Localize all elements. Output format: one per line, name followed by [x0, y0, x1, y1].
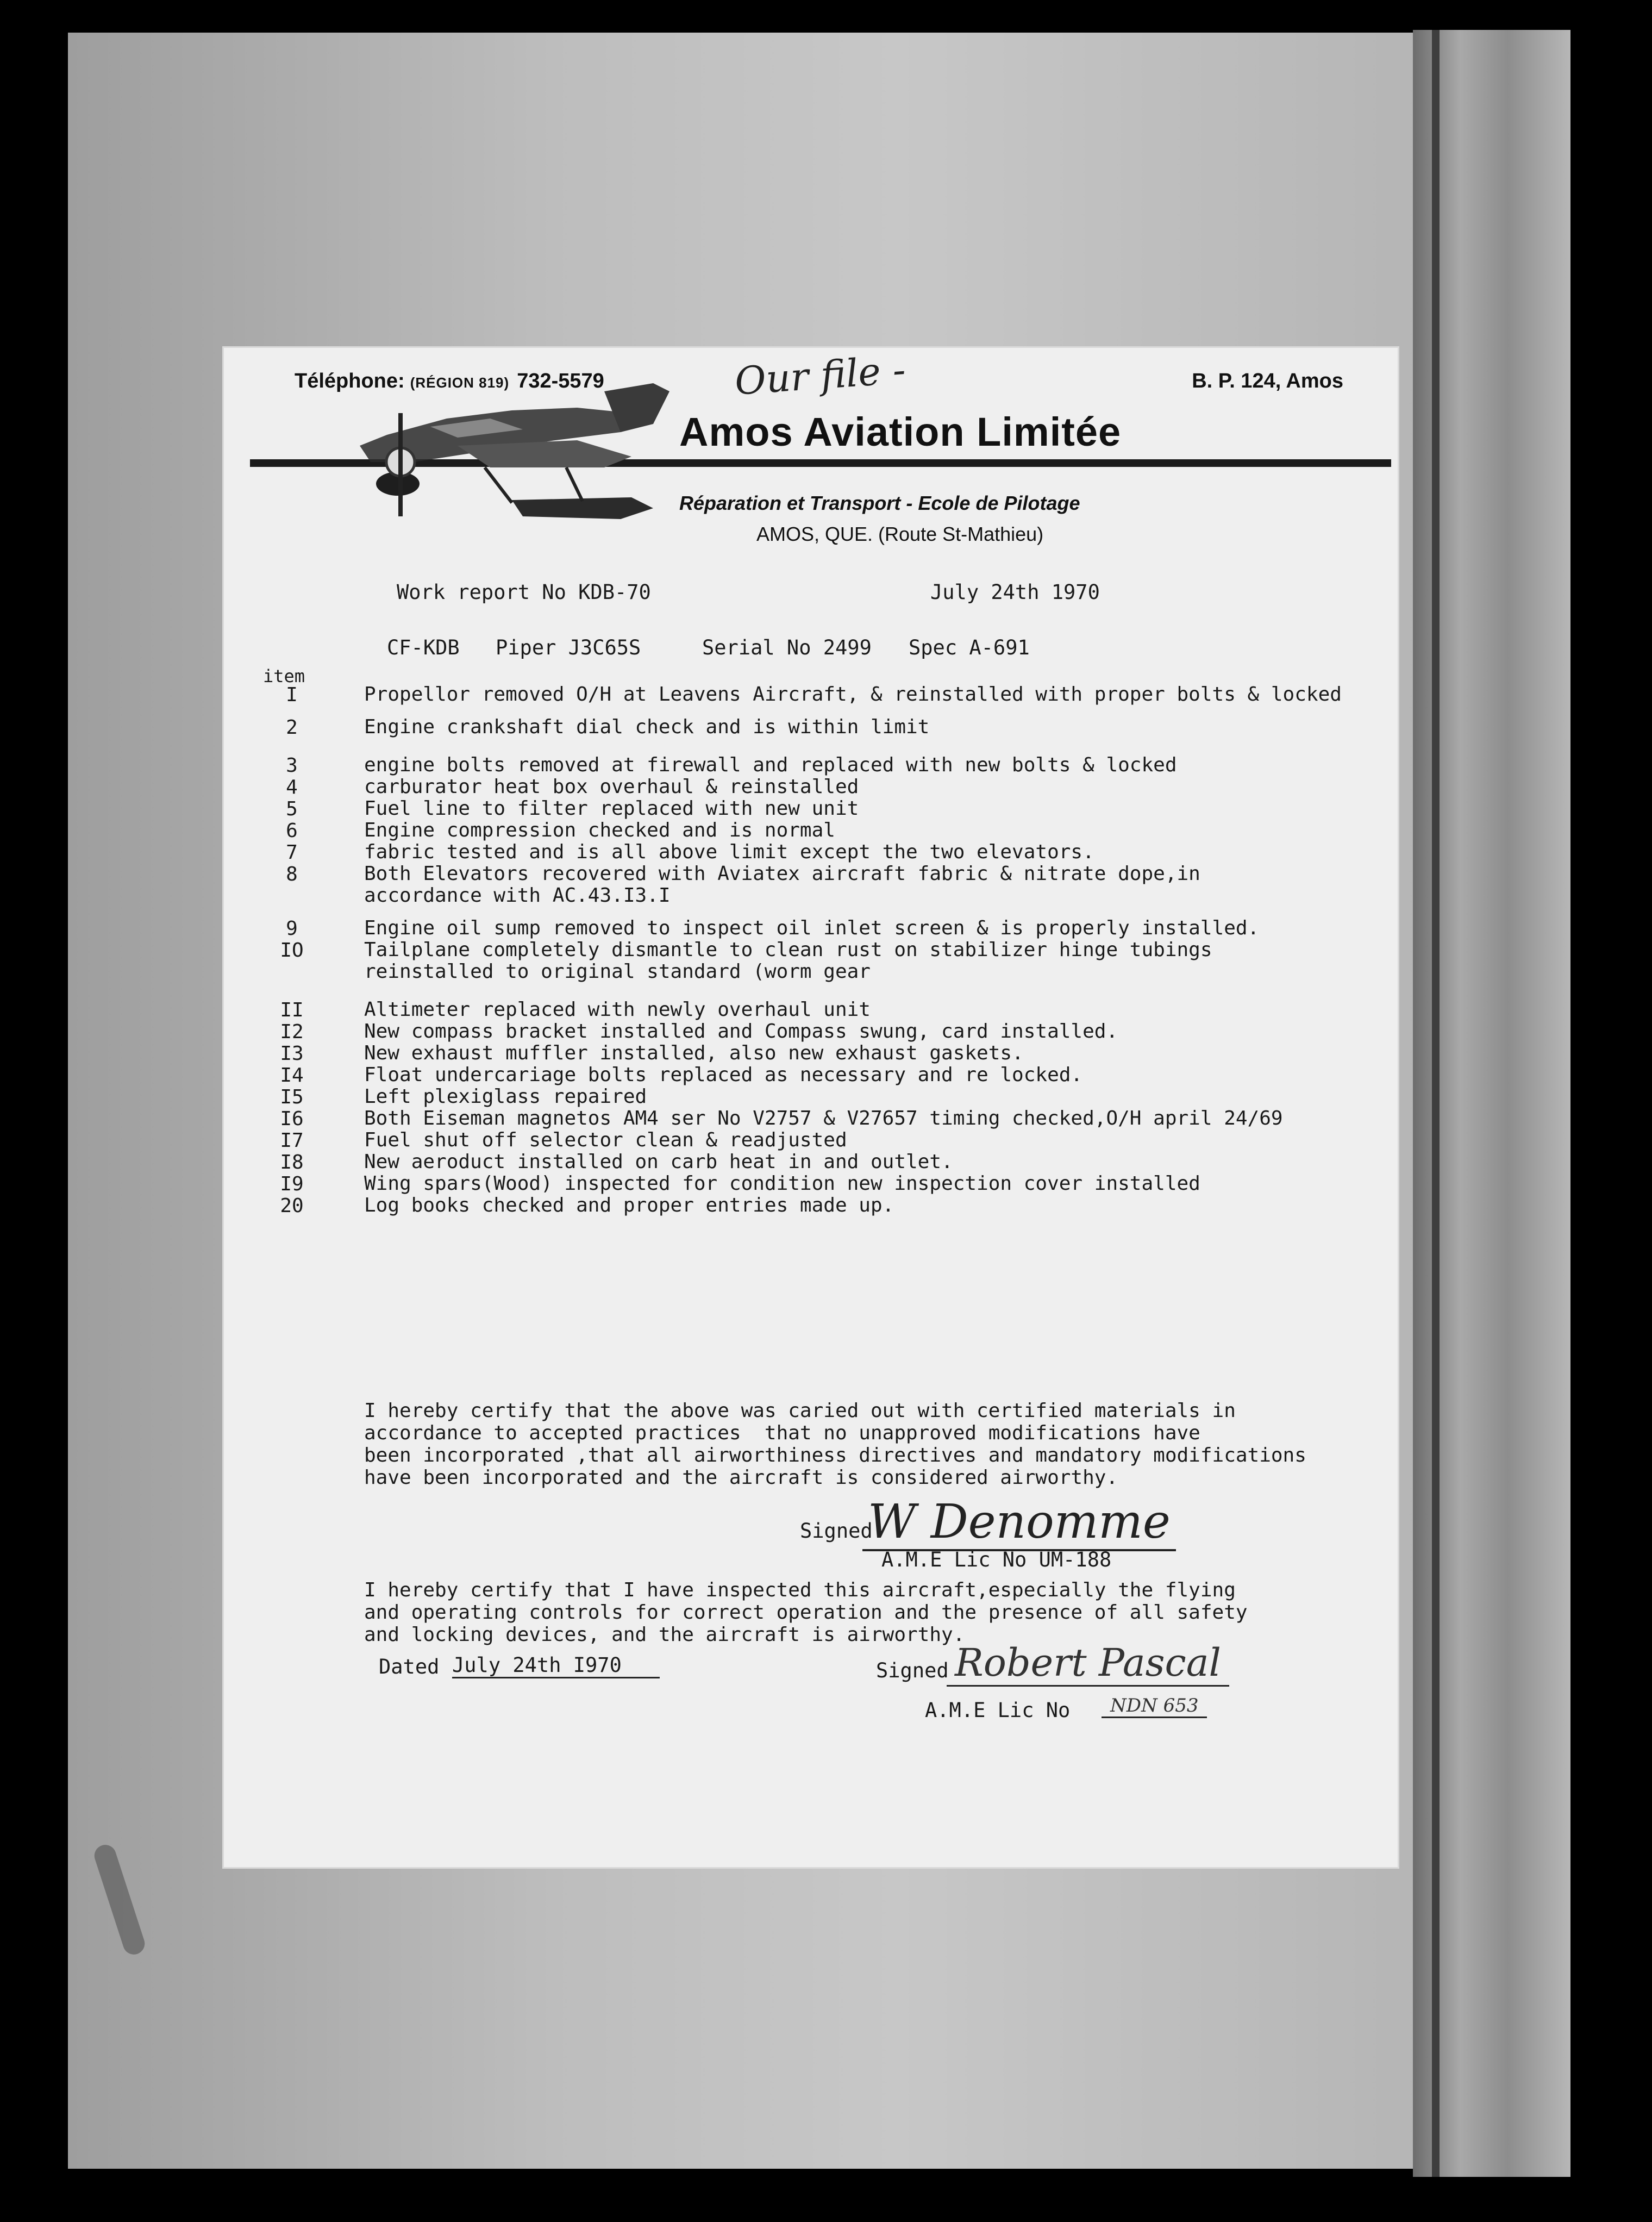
- item-number: 5: [286, 798, 298, 820]
- inspector-signature: Robert Pascal: [947, 1640, 1229, 1687]
- aircraft-registration: CF-KDB: [387, 636, 460, 659]
- aircraft-spec: Spec A-691: [909, 636, 1030, 659]
- item-number: 20: [280, 1195, 304, 1217]
- item-number: I9: [280, 1173, 304, 1195]
- item-text-continued: reinstalled to original standard (worm gear: [364, 960, 871, 983]
- report-date: July 24th 1970: [930, 581, 1100, 604]
- dated-value: July 24th I970: [452, 1653, 660, 1678]
- item-text: Propellor removed O/H at Leavens Aircraft, & reinstalled with proper bolts & locked: [364, 683, 1342, 706]
- item-text-continued: accordance with AC.43.I3.I: [364, 884, 671, 907]
- item-text: Engine crankshaft dial check and is within limit: [364, 716, 930, 738]
- item-text: fabric tested and is all above limit except the two elevators.: [364, 841, 1094, 863]
- item-number: 8: [286, 863, 298, 885]
- folder-spine-shadow: [1432, 30, 1440, 2177]
- item-text: Engine oil sump removed to inspect oil inlet screen & is properly installed.: [364, 917, 1260, 939]
- item-text: carburator heat box overhaul & reinstalled: [364, 776, 859, 798]
- item-number: 4: [286, 776, 298, 798]
- engineer-signature: W Denomme: [862, 1495, 1176, 1551]
- item-number: 3: [286, 754, 298, 777]
- item-text: Left plexiglass repaired: [364, 1085, 647, 1108]
- item-text: Tailplane completely dismantle to clean rust on stabilizer hinge tubings: [364, 939, 1212, 961]
- item-number: I2: [280, 1021, 304, 1043]
- airplane-logo-icon: [349, 380, 697, 538]
- telephone-label: Téléphone:: [295, 370, 405, 392]
- item-text: Float undercariage bolts replaced as necessary and re locked.: [364, 1064, 1083, 1086]
- engineer-licence: A.M.E Lic No UM-188: [881, 1548, 1112, 1571]
- item-text: Engine compression checked and is normal: [364, 819, 835, 841]
- item-number: I6: [280, 1108, 304, 1130]
- item-number: I7: [280, 1129, 304, 1152]
- company-name: Amos Aviation Limitée: [679, 409, 1122, 454]
- item-text: New exhaust muffler installed, also new exhaust gaskets.: [364, 1042, 1024, 1064]
- item-number: I4: [280, 1064, 304, 1087]
- inspector-licence-label: A.M.E Lic No: [925, 1699, 1071, 1722]
- aircraft-model: Piper J3C65S: [496, 636, 641, 659]
- item-number: I: [286, 684, 298, 706]
- item-text: Both Elevators recovered with Aviatex aircraft fabric & nitrate dope,in: [364, 863, 1200, 885]
- item-text: engine bolts removed at firewall and replaced with new bolts & locked: [364, 754, 1177, 776]
- work-report-document: [224, 348, 1398, 1867]
- item-text: New aeroduct installed on carb heat in and outlet.: [364, 1151, 953, 1173]
- company-address: AMOS, QUE. (Route St-Mathieu): [756, 523, 1044, 545]
- telephone-region: (RÉGION 819): [410, 375, 510, 391]
- item-number: 6: [286, 820, 298, 842]
- work-report-number: Work report No KDB-70: [397, 581, 651, 604]
- item-text: Fuel shut off selector clean & readjusted: [364, 1129, 847, 1151]
- item-number: I3: [280, 1043, 304, 1065]
- signed-label: Signed: [876, 1659, 949, 1682]
- inspection-statement: I hereby certify that I have inspected this aircraft,especially the flying and operating controls for correct operation and the presence of all safety and locking devices, and the aircraft is airworthy.: [364, 1579, 1248, 1646]
- item-text: Altimeter replaced with newly overhaul unit: [364, 998, 871, 1021]
- letterhead-po-box: B. P. 124, Amos: [1192, 370, 1343, 392]
- item-number: I5: [280, 1086, 304, 1108]
- telephone-number: 732-5579: [517, 370, 604, 392]
- certification-statement: I hereby certify that the above was caried out with certified materials in accordance to accepted practices that no unapproved modifications have been incorporated ,that all airworthiness directives and mandatory modifications have been incorporated and the aircraft is considered airworthy.: [364, 1400, 1306, 1489]
- company-services: Réparation et Transport - Ecole de Pilotage: [679, 492, 1080, 514]
- item-number: I8: [280, 1151, 304, 1174]
- item-text: Log books checked and proper entries made up.: [364, 1194, 894, 1216]
- item-text: Both Eiseman magnetos AM4 ser No V2757 & V27657 timing checked,O/H april 24/69: [364, 1107, 1283, 1129]
- item-text: Fuel line to filter replaced with new unit: [364, 797, 859, 820]
- handwritten-note: Our file -: [733, 347, 908, 404]
- item-number: 7: [286, 841, 298, 864]
- item-text: New compass bracket installed and Compass swung, card installed.: [364, 1020, 1118, 1043]
- aircraft-serial: Serial No 2499: [702, 636, 872, 659]
- item-number: 2: [286, 716, 298, 739]
- dated-label: Dated: [379, 1655, 440, 1678]
- signed-label: Signed: [800, 1519, 873, 1543]
- item-number: IO: [280, 939, 304, 962]
- item-number: 9: [286, 917, 298, 940]
- item-text: Wing spars(Wood) inspected for condition new inspection cover installed: [364, 1172, 1200, 1195]
- item-number: II: [280, 999, 304, 1021]
- item-column-header: item: [263, 666, 305, 686]
- inspector-licence-number: NDN 653: [1102, 1695, 1207, 1718]
